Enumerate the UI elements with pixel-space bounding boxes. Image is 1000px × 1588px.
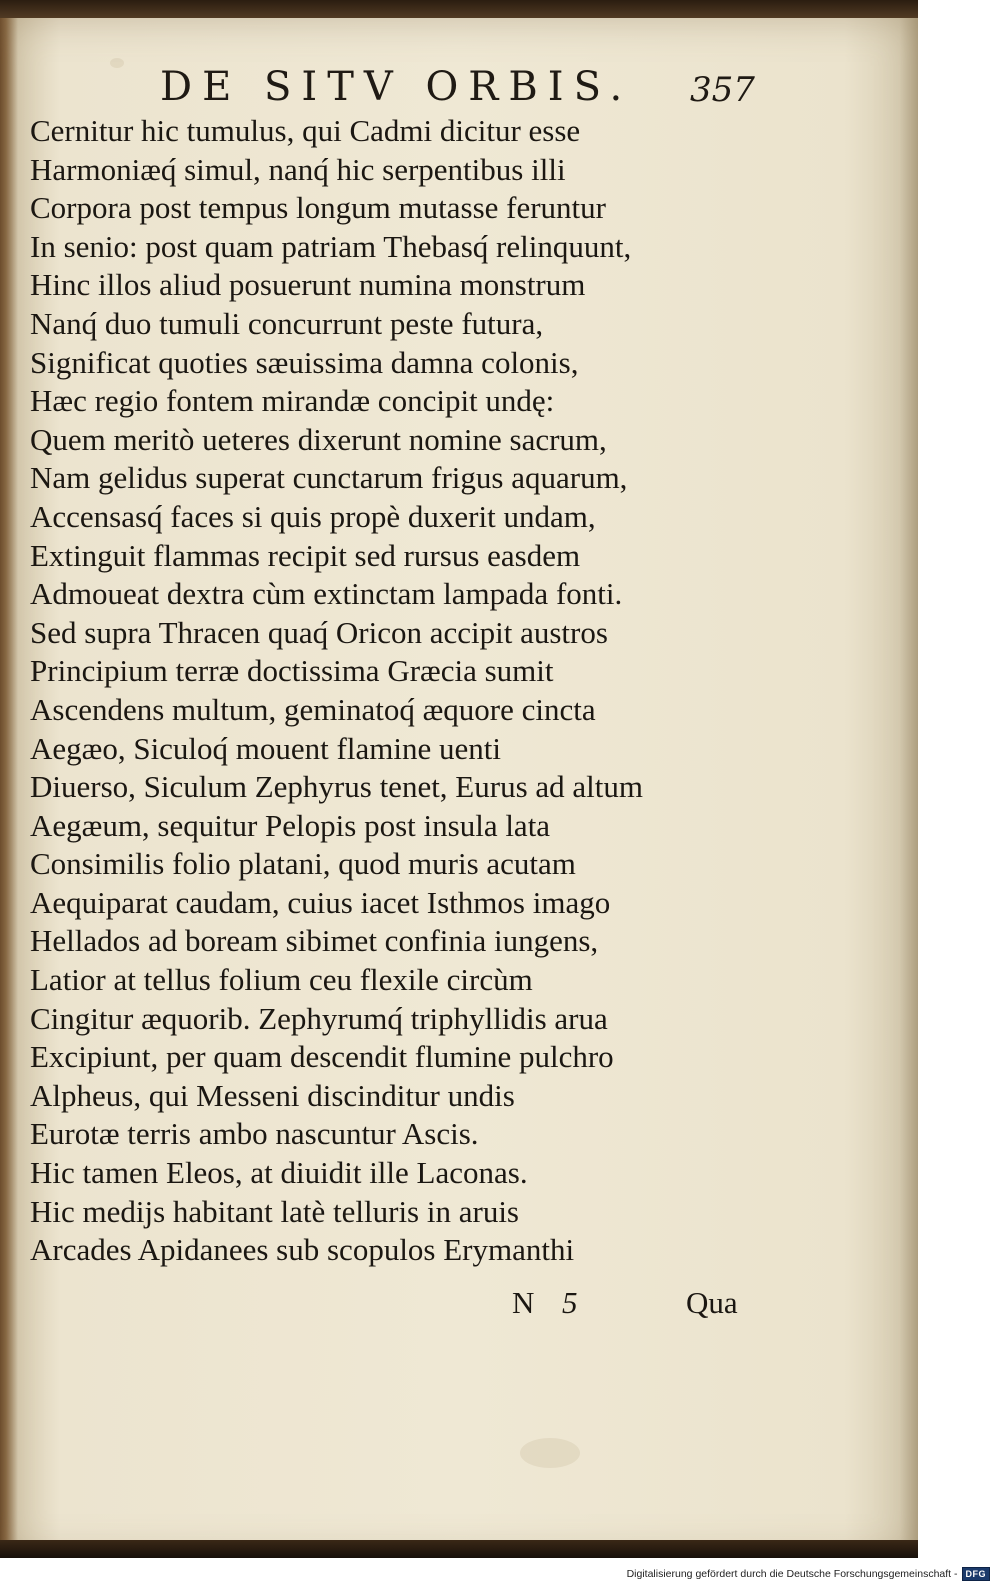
signature-mark: N — [512, 1285, 535, 1320]
verse-line: Hic tamen Eleos, at diuidit ille Laconas. — [30, 1155, 528, 1191]
verse-line: Excipiunt, per quam descendit flumine pulchro — [30, 1039, 614, 1075]
verse-line: Hellados ad boream sibimet confinia iungens, — [30, 923, 599, 959]
verse-line: Aequiparat caudam, cuius iacet Isthmos imago — [30, 884, 611, 920]
catchline — [0, 1285, 918, 1325]
verse-line: Nanq́ duo tumuli concurrunt peste futura, — [30, 305, 544, 341]
running-head — [160, 64, 760, 114]
verse-line: Diuerso, Siculum Zephyrus tenet, Eurus ad altum — [30, 769, 643, 805]
verse-line: Accensasq́ faces si quis propè duxerit undam, — [30, 498, 596, 534]
verse-line: Aegæum, sequitur Pelopis post insula lata — [30, 807, 551, 843]
verse-line: Hic medijs habitant latè telluris in aruis — [30, 1193, 519, 1229]
verse-line: Harmoniæq́ simul, nanq́ hic serpentibus illi — [30, 151, 566, 187]
verse-line: Aegæo, Siculoq́ mouent flamine uenti — [30, 730, 501, 766]
dfg-logo: DFG — [962, 1567, 991, 1581]
verse-line: Alpheus, qui Messeni discinditur undis — [30, 1077, 515, 1113]
verse-line: Latior at tellus folium ceu flexile circùm — [30, 962, 533, 998]
verse-line: Arcades Apidanees sub scopulos Erymanthi — [30, 1232, 575, 1268]
verse-line: Quem meritò ueteres dixerunt nomine sacrum, — [30, 421, 607, 457]
paper-stain — [110, 58, 124, 68]
running-head-title: DE SITV ORBIS. — [160, 64, 633, 110]
verse-line: Sed supra Thracen quaq́ Oricon accipit austros — [30, 614, 608, 650]
paper-stain — [520, 1438, 580, 1468]
verse-block — [30, 112, 790, 1270]
verse-line: Principium terræ doctissima Græcia sumit — [30, 653, 554, 689]
page-number: 357 — [690, 70, 755, 110]
verse-line: Significat quoties sæuissima damna colonis, — [30, 344, 579, 380]
digitization-credit — [590, 1564, 990, 1584]
verse-line: Cingitur æquorib. Zephyrumq́ triphyllidis arua — [30, 1000, 608, 1036]
signature-number: 5 — [562, 1285, 578, 1320]
verse-line: Ascendens multum, geminatoq́ æquore cincta — [30, 691, 596, 727]
verse-line: Corpora post tempus longum mutasse feruntur — [30, 190, 606, 226]
catchword: Qua — [686, 1285, 738, 1320]
verse-line: Admoueat dextra cùm extinctam lampada fonti. — [30, 576, 623, 612]
scan-margin — [918, 0, 1000, 1558]
verse-line: Hæc regio fontem mirandæ concipit undę: — [30, 383, 555, 419]
verse-line: In senio: post quam patriam Thebasq́ relinquunt, — [30, 228, 632, 264]
verse-line: Hinc illos aliud posuerunt numina monstrum — [30, 267, 586, 303]
verse-line: Nam gelidus superat cunctarum frigus aquarum, — [30, 460, 628, 496]
page-bottom-edge — [0, 1540, 1000, 1558]
verse-line: Eurotæ terris ambo nascuntur Ascis. — [30, 1116, 479, 1152]
verse-line: Consimilis folio platani, quod muris acutam — [30, 846, 576, 882]
verse-line: Extinguit flammas recipit sed rursus easdem — [30, 537, 581, 573]
verse-line: Cernitur hic tumulus, qui Cadmi dicitur esse — [30, 113, 581, 148]
credit-text: Digitalisierung gefördert durch die Deutsche Forschungsgemeinschaft - — [626, 1568, 958, 1580]
